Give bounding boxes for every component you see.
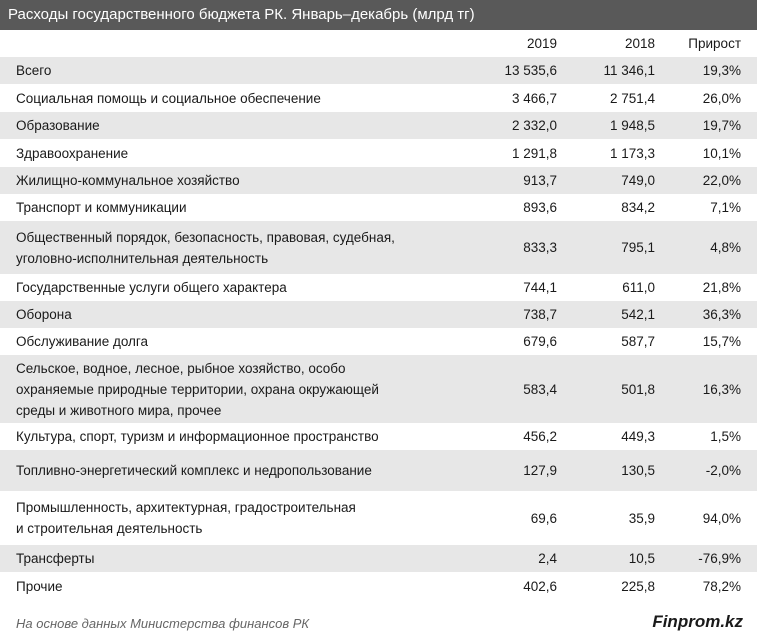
budget-table [0, 30, 757, 600]
value-2019: 1 291,8 [511, 145, 557, 161]
value-2019: 744,1 [523, 280, 557, 295]
value-2019: 893,6 [523, 200, 557, 215]
row-name: Государственные услуги общего характера [16, 280, 287, 295]
row-name: Оборона [0, 301, 445, 328]
value-2019: 3 466,7 [511, 90, 557, 106]
value-growth: 19,3% [655, 57, 757, 84]
table-row [0, 167, 757, 194]
row-name: Обслуживание долга [16, 334, 149, 349]
table-row [0, 450, 757, 491]
row-name: Жилищно-коммунальное хозяйство [0, 167, 445, 194]
header-2019: 2019 [526, 36, 557, 51]
table-title: Расходы государственного бюджета РК. Январь–декабрь (млрд тг) [0, 0, 757, 30]
value-2018: 2 751,4 [609, 90, 655, 106]
row-name-line: уголовно-исполнительная деятельность [16, 250, 269, 266]
row-name-line: Промышленность, архитектурная, градостроительная [16, 500, 356, 515]
value-2018: 35,9 [628, 510, 655, 526]
value-2018: 10,5 [557, 545, 655, 572]
value-2019: 456,2 [523, 429, 557, 444]
table-row [0, 221, 757, 274]
row-name: Социальная помощь и социальное обеспечение [16, 90, 321, 106]
value-growth: 4,8% [655, 221, 757, 274]
value-growth: 22,0% [655, 167, 757, 194]
table-row [0, 84, 757, 112]
value-2019: 2,4 [445, 545, 557, 572]
value-2019: 2 332,0 [445, 112, 557, 139]
row-name-line: Сельское, водное, лесное, рыбное хозяйство, особо [16, 360, 346, 376]
value-growth: 36,3% [655, 301, 757, 328]
value-growth: 94,0% [702, 510, 741, 526]
value-2018: 611,0 [622, 280, 655, 295]
row-name-line: и строительная деятельность [16, 521, 203, 536]
value-2018: 542,1 [557, 301, 655, 328]
value-2018: 1 173,3 [609, 145, 655, 161]
header-name [0, 30, 445, 57]
value-growth: 21,8% [702, 280, 741, 295]
source-note: На основе данных Министерства финансов РК [16, 616, 310, 631]
row-name [0, 491, 445, 545]
row-name: Образование [0, 112, 445, 139]
value-2018: 587,7 [621, 334, 655, 349]
value-growth: -2,0% [655, 450, 757, 491]
value-2018: 749,0 [557, 167, 655, 194]
brand-logo: Finprom.kz [652, 612, 743, 631]
value-2018: 834,2 [621, 200, 655, 215]
row-name: Всего [0, 57, 445, 84]
value-2018: 501,8 [557, 355, 655, 423]
table-row [0, 139, 757, 167]
value-growth: 78,2% [702, 578, 741, 594]
value-2019: 913,7 [445, 167, 557, 194]
table-row [0, 112, 757, 139]
table-row [0, 57, 757, 84]
value-2019: 127,9 [445, 450, 557, 491]
value-growth: -76,9% [655, 545, 757, 572]
value-2019: 679,6 [523, 334, 557, 349]
row-name: Транспорт и коммуникации [16, 200, 187, 215]
row-name: Трансферты [0, 545, 445, 572]
table-row [0, 328, 757, 355]
table-row [0, 572, 757, 600]
row-name: Культура, спорт, туризм и информационное пространство [16, 429, 379, 444]
header-2018: 2018 [624, 36, 655, 51]
table-header-row [0, 30, 757, 57]
value-2018: 449,3 [621, 429, 655, 444]
table-row [0, 274, 757, 301]
row-name-line: среды и животного мира, прочее [16, 402, 222, 418]
value-2018: 1 948,5 [557, 112, 655, 139]
table-row [0, 301, 757, 328]
header-growth: Прирост [688, 36, 741, 51]
table-row [0, 423, 757, 450]
value-growth: 1,5% [710, 429, 741, 444]
table-row [0, 194, 757, 221]
value-2018: 225,8 [621, 578, 655, 594]
value-2019: 583,4 [445, 355, 557, 423]
value-2019: 13 535,6 [445, 57, 557, 84]
value-growth: 10,1% [702, 145, 741, 161]
table-row [0, 545, 757, 572]
value-2019: 738,7 [445, 301, 557, 328]
value-growth: 15,7% [702, 334, 741, 349]
value-growth: 19,7% [655, 112, 757, 139]
row-name: Топливно-энергетический комплекс и недропользование [0, 450, 445, 491]
row-name [0, 221, 445, 274]
table-row [0, 491, 757, 545]
row-name-line: Общественный порядок, безопасность, правовая, судебная, [16, 229, 395, 245]
value-2019: 402,6 [523, 578, 557, 594]
value-2018: 130,5 [557, 450, 655, 491]
value-growth: 7,1% [710, 200, 741, 215]
row-name-line: охраняемые природные территории, охрана окружающей [16, 381, 379, 397]
row-name: Прочие [16, 578, 63, 594]
value-2018: 11 346,1 [557, 57, 655, 84]
value-2019: 69,6 [530, 510, 557, 526]
value-2019: 833,3 [445, 221, 557, 274]
value-growth: 16,3% [655, 355, 757, 423]
table-row [0, 355, 757, 423]
row-name: Здравоохранение [16, 145, 129, 161]
footer [0, 606, 757, 640]
value-2018: 795,1 [557, 221, 655, 274]
row-name [0, 355, 445, 423]
value-growth: 26,0% [702, 90, 741, 106]
